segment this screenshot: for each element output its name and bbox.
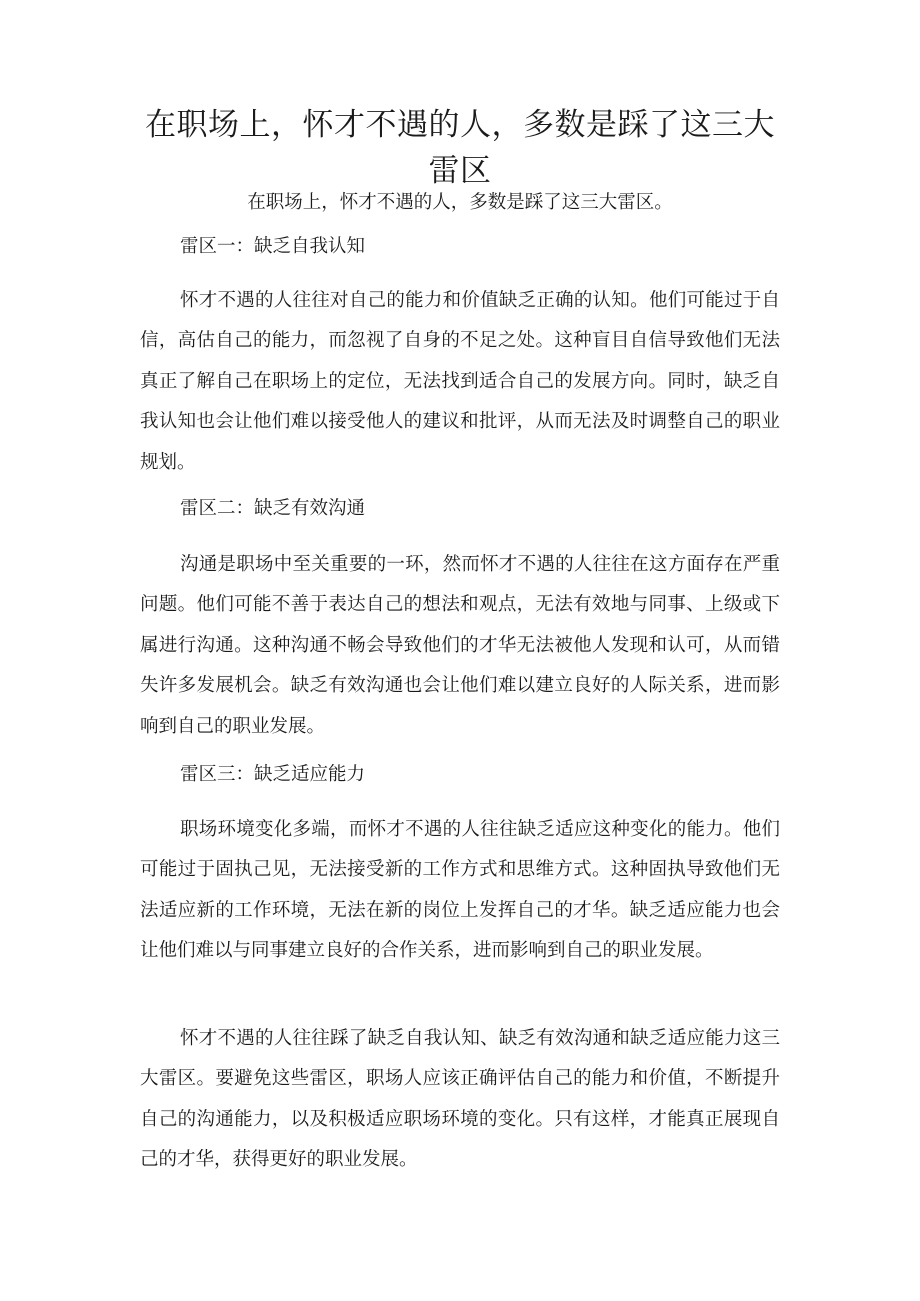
document-title: 在职场上，怀才不遇的人，多数是踩了这三大雷区 [145, 107, 775, 189]
document-subtitle: 在职场上，怀才不遇的人，多数是踩了这三大雷区。 [247, 192, 673, 213]
conclusion-paragraph: 怀才不遇的人往往踩了缺乏自我认知、缺乏有效沟通和缺乏适应能力这三大雷区。要避免这些雷区，职场人应该正确评估自己的能力和价值，不断提升自己的沟通能力，以及积极适应职场环境的变化。只有这样，才能真正展现自己的才华，获得更好的职业发展。 [140, 1028, 780, 1171]
section-heading-1: 雷区一：缺乏自我认知 [180, 236, 366, 257]
section-body-1: 怀才不遇的人往往对自己的能力和价值缺乏正确的认知。他们可能过于自信，高估自己的能力，而忽视了自身的不足之处。这种盲目自信导致他们无法真正了解自己在职场上的定位，无法找到适合自己的发展方向。同时，缺乏自我认知也会让他们难以接受他人的建议和批评，从而无法及时调整自己的职业规划。 [140, 290, 780, 473]
section-heading-3: 雷区三：缺乏适应能力 [180, 764, 366, 785]
section-body-3: 职场环境变化多端，而怀才不遇的人往往缺乏适应这种变化的能力。他们可能过于固执己见，无法接受新的工作方式和思维方式。这种固执导致他们无法适应新的工作环境，无法在新的岗位上发挥自己的才华。缺乏适应能力也会让他们难以与同事建立良好的合作关系，进而影响到自己的职业发展。 [140, 819, 780, 962]
section-body-2: 沟通是职场中至关重要的一环，然而怀才不遇的人往往在这方面存在严重问题。他们可能不善于表达自己的想法和观点，无法有效地与同事、上级或下属进行沟通。这种沟通不畅会导致他们的才华无法被他人发现和认可，从而错失许多发展机会。缺乏有效沟通也会让他们难以建立良好的人际关系，进而影响到自己的职业发展。 [140, 554, 780, 737]
section-heading-2: 雷区二：缺乏有效沟通 [180, 498, 366, 519]
